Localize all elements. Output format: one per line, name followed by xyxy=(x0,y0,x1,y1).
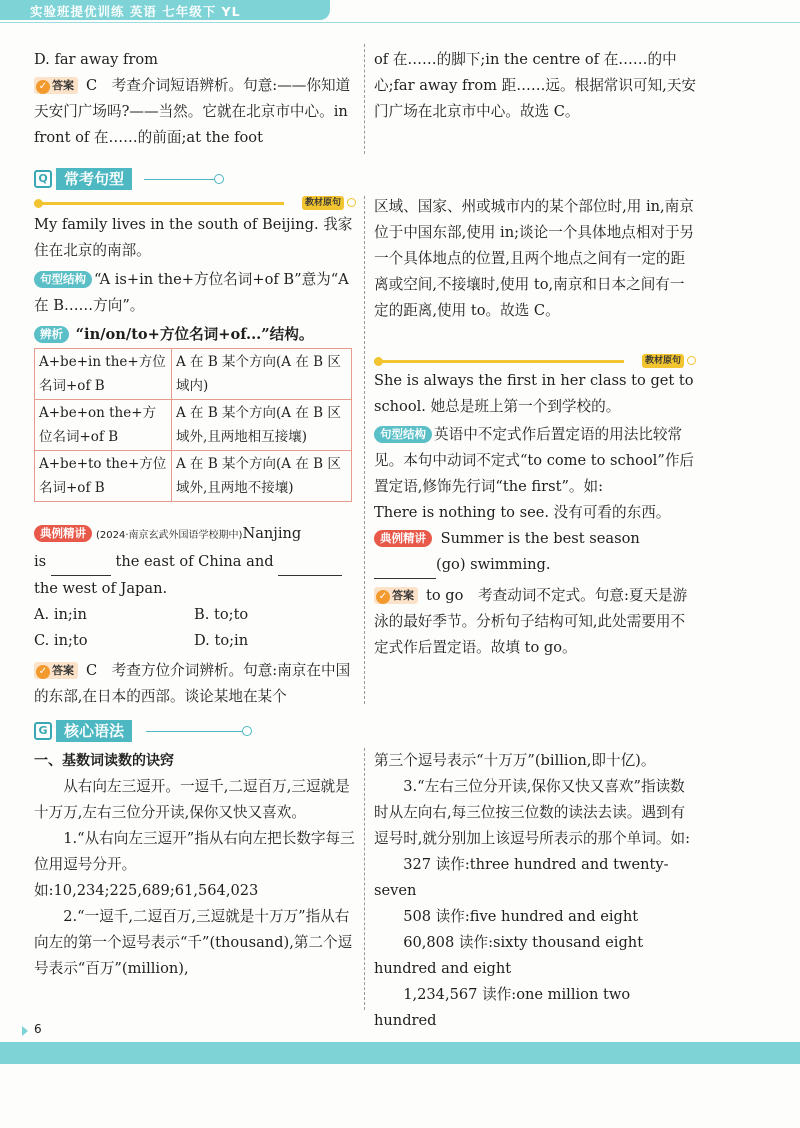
blank-3[interactable] xyxy=(374,552,436,579)
section-title: 核心语法 xyxy=(56,720,132,742)
sentence-2: She is always the first in her class to get to school. 她总是班上第一个到学校的。 xyxy=(374,372,694,415)
analysis-table xyxy=(34,348,352,502)
grammar-p1: 从右向左三逗开。一逗千,二逗百万,三逗就是十万万,左右三位分开读,保你又快又喜欢。 xyxy=(34,778,350,821)
example-line-1 xyxy=(34,521,356,549)
section-header-core-grammar xyxy=(34,720,264,742)
table-row xyxy=(35,451,352,502)
section-title: 常考句型 xyxy=(56,168,132,190)
bar-end xyxy=(687,356,696,365)
check-icon: ✓ xyxy=(36,80,50,94)
blank-2[interactable] xyxy=(278,549,342,576)
example-text: Nanjing xyxy=(242,525,302,542)
table-row xyxy=(35,349,352,400)
s1-left xyxy=(34,212,356,348)
struct-text: “A is+in the+方位名词+of B”意为“A 在 B……方向”。 xyxy=(34,271,349,314)
answer-badge xyxy=(34,662,78,679)
textbook-sentence-bar xyxy=(374,354,696,368)
option: B. to;to xyxy=(194,606,249,623)
options-row xyxy=(34,628,356,654)
textbook-sentence-bar xyxy=(34,196,356,210)
q1-left xyxy=(34,47,356,151)
example-sentence: There is nothing to see. 没有可看的东西。 xyxy=(374,504,671,521)
table-row xyxy=(35,400,352,451)
example-source: (2024·南京玄武外国语学校期中) xyxy=(96,530,243,541)
analysis-tag: 辨析 xyxy=(34,326,69,343)
example-text: the east of China and xyxy=(115,553,274,570)
table-cell: A+be+in the+方位名词+of B xyxy=(35,349,172,400)
analysis-1 xyxy=(34,322,356,348)
section-dot xyxy=(242,726,252,736)
s2-example xyxy=(374,526,696,552)
grammar-heading: 一、基数词读数的诀窍 xyxy=(34,753,174,769)
q1-answer xyxy=(34,73,356,151)
s2-right xyxy=(374,368,696,661)
footer-bar xyxy=(0,1042,800,1064)
page-number: 6 xyxy=(34,1022,42,1036)
grammar-r1: 第三个逗号表示“十万万”(billion,即十亿)。 xyxy=(374,752,656,769)
option-d: D. far away from xyxy=(34,51,158,68)
grammar-r4: 508 读作:five hundred and eight xyxy=(403,908,639,925)
answer-text-cont: of 在……的脚下;in the centre of 在……的中心;far away from 距……远。根据常识可知,天安门广场在北京市中心。故选 C。 xyxy=(374,51,697,120)
option: D. to;in xyxy=(194,632,249,649)
answer-text: C 考查方位介词辨析。句意:南京在中国的东部,在日本的西部。谈论某地在某个 xyxy=(34,662,351,705)
header-bar xyxy=(0,0,330,20)
page-arrow-icon xyxy=(22,1026,28,1036)
s1-answer xyxy=(34,658,356,710)
table-cell: A+be+to the+方位名词+of B xyxy=(35,451,172,502)
column-divider xyxy=(364,44,365,154)
grammar-p3: 2.“一逗千,二逗百万,三逗就是十万万”指从右向左的第一个逗号表示“千”(thousand),第二个逗号表示“百万”(million), xyxy=(34,908,353,977)
table-cell: A 在 B 某个方向(A 在 B 区域内) xyxy=(172,349,352,400)
s2-answer xyxy=(374,583,696,661)
answer-label: 答案 xyxy=(392,589,414,602)
s1-example xyxy=(34,521,356,710)
answer-badge xyxy=(34,77,78,94)
answer-text-cont: 区域、国家、州或城市内的某个部位时,用 in,南京位于中国东部,使用 in;谈论一个具体地点相对于另一个具体地点的位置,且两个地点之间有一定的距离或空间,不接壤时,使用 to,南京和日本之间有一定的距离,使用 to。故选 C。 xyxy=(374,198,695,319)
section-line xyxy=(144,179,214,180)
example-tag: 典例精讲 xyxy=(374,530,432,547)
grammar-right xyxy=(374,748,696,1034)
option: A. in;in xyxy=(34,606,87,623)
grammar-r3: 327 读作:three hundred and twenty-seven xyxy=(374,856,669,899)
grammar-r5: 60,808 读作:sixty thousand eight hundred and eight xyxy=(374,934,644,977)
example-text: is xyxy=(34,553,47,570)
example-line-2 xyxy=(34,549,356,576)
textbook-badge: 教材原句 xyxy=(642,354,684,368)
answer-label: 答案 xyxy=(52,664,74,677)
answer-text: to go 考查动词不定式。句意:夏天是游泳的最好季节。分析句子结构可知,此处需要用不定式作后置定语。故填 to go。 xyxy=(374,587,688,656)
struct-1 xyxy=(34,267,356,319)
column-divider xyxy=(364,748,365,1010)
answer-label: 答案 xyxy=(52,79,74,92)
analysis-title: “in/on/to+方位名词+of...”结构。 xyxy=(75,326,314,343)
struct-text: 英语中不定式作后置定语的用法比较常见。本句中动词不定式“to come to school”作后置定语,修饰先行词“the first”。如: xyxy=(374,426,695,495)
grammar-left xyxy=(34,748,356,982)
check-icon: ✓ xyxy=(376,590,390,604)
bar-line xyxy=(374,360,624,363)
bar-line xyxy=(34,202,284,205)
header-title: 实验班提优训练 英语 七年级下 YL xyxy=(30,4,241,19)
magnifier-icon: Q xyxy=(34,170,52,188)
column-divider xyxy=(364,196,365,704)
table-cell: A+be+on the+方位名词+of B xyxy=(35,400,172,451)
grammar-r6: 1,234,567 读作:one million two hundred xyxy=(374,986,631,1029)
table-cell: A 在 B 某个方向(A 在 B 区域外,且两地相互接壤) xyxy=(172,400,352,451)
section-dot xyxy=(214,174,224,184)
textbook-badge: 教材原句 xyxy=(302,196,344,210)
grammar-icon: G xyxy=(34,722,52,740)
options-row xyxy=(34,602,356,628)
q1-right xyxy=(374,47,696,125)
section-header-common-patterns xyxy=(34,168,234,190)
table-cell: A 在 B 某个方向(A 在 B 区域外,且两地不接壤) xyxy=(172,451,352,502)
struct-tag: 句型结构 xyxy=(34,271,92,288)
s2-example-cont xyxy=(374,552,696,579)
struct-2 xyxy=(374,422,696,500)
bar-end xyxy=(347,198,356,207)
example-text: Summer is the best season xyxy=(440,530,640,547)
sentence-1: My family lives in the south of Beijing. 我家住在北京的南部。 xyxy=(34,216,353,259)
answer-badge xyxy=(374,587,418,604)
check-icon: ✓ xyxy=(36,665,50,679)
answer-text: C 考查介词短语辨析。句意:——你知道天安门广场吗?——当然。它就在北京市中心。in front of 在……的前面;at the foot xyxy=(34,77,351,146)
example-line-3: the west of Japan. xyxy=(34,580,168,597)
s1-right xyxy=(374,194,696,324)
example-text: (go) swimming. xyxy=(436,556,551,573)
example-tag: 典例精讲 xyxy=(34,525,92,542)
grammar-r2: 3.“左右三位分开读,保你又快又喜欢”指读数时从左向右,每三位按三位数的读法去读。遇到有逗号时,就分别加上该逗号所表示的那个单词。如: xyxy=(374,778,691,847)
option: C. in;to xyxy=(34,632,88,649)
section-line xyxy=(146,731,242,732)
grammar-p2: 1.“从右向左三逗开”指从右向左把长数字每三位用逗号分开。如:10,234;225,689;61,564,023 xyxy=(34,830,355,899)
header-rule xyxy=(0,22,800,23)
struct-tag: 句型结构 xyxy=(374,426,432,443)
blank-1[interactable] xyxy=(51,549,111,576)
